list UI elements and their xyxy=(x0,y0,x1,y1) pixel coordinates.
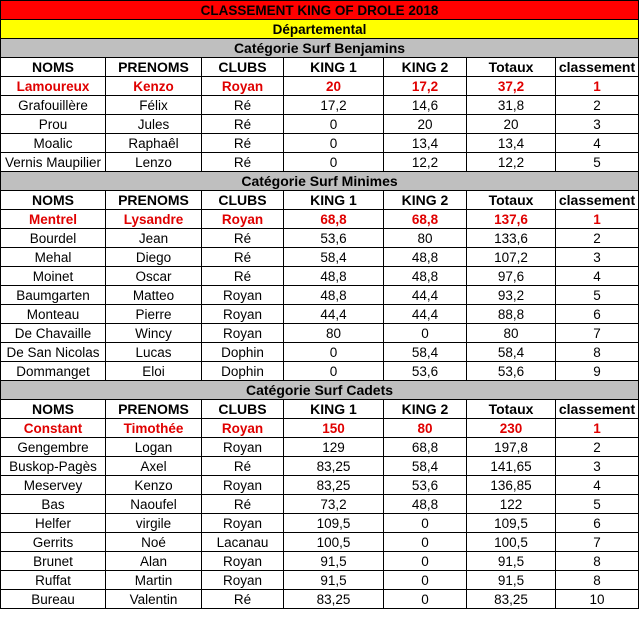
cell-nom: Constant xyxy=(1,419,106,438)
table-row xyxy=(1,495,639,514)
cell-king2: 58,4 xyxy=(384,343,467,362)
category-title: Catégorie Surf Cadets xyxy=(1,381,639,400)
cell-king1: 48,8 xyxy=(284,286,384,305)
cell-prenom: Noé xyxy=(106,533,202,552)
column-header-club: CLUBS xyxy=(202,191,284,210)
cell-king2: 12,2 xyxy=(384,153,467,172)
table-row xyxy=(1,286,639,305)
cell-king1: 68,8 xyxy=(284,210,384,229)
subtitle-row xyxy=(1,20,639,39)
cell-prenom: Pierre xyxy=(106,305,202,324)
cell-prenom: Raphaêl xyxy=(106,134,202,153)
column-header-king1: KING 1 xyxy=(284,58,384,77)
category-title: Catégorie Surf Minimes xyxy=(1,172,639,191)
cell-prenom: Martin xyxy=(106,571,202,590)
cell-prenom: Alan xyxy=(106,552,202,571)
table-row xyxy=(1,590,639,609)
cell-king2: 48,8 xyxy=(384,248,467,267)
cell-nom: De San Nicolas xyxy=(1,343,106,362)
table-row xyxy=(1,514,639,533)
cell-classement: 5 xyxy=(556,495,639,514)
cell-classement: 6 xyxy=(556,305,639,324)
cell-prenom: Lysandre xyxy=(106,210,202,229)
cell-club: Royan xyxy=(202,476,284,495)
cell-nom: Grafouillère xyxy=(1,96,106,115)
cell-prenom: Axel xyxy=(106,457,202,476)
cell-nom: Gerrits xyxy=(1,533,106,552)
cell-king1: 80 xyxy=(284,324,384,343)
ranking-table-body xyxy=(1,1,639,609)
cell-king2: 80 xyxy=(384,229,467,248)
cell-nom: Dommanget xyxy=(1,362,106,381)
cell-total: 133,6 xyxy=(467,229,556,248)
cell-nom: Helfer xyxy=(1,514,106,533)
cell-nom: Prou xyxy=(1,115,106,134)
cell-king2: 48,8 xyxy=(384,495,467,514)
cell-club: Ré xyxy=(202,229,284,248)
cell-total: 37,2 xyxy=(467,77,556,96)
cell-king2: 58,4 xyxy=(384,457,467,476)
cell-club: Dophin xyxy=(202,343,284,362)
table-row xyxy=(1,571,639,590)
cell-king1: 0 xyxy=(284,153,384,172)
cell-king2: 53,6 xyxy=(384,476,467,495)
table-row xyxy=(1,134,639,153)
column-header-king1: KING 1 xyxy=(284,191,384,210)
table-row xyxy=(1,267,639,286)
cell-king1: 48,8 xyxy=(284,267,384,286)
cell-club: Ré xyxy=(202,153,284,172)
cell-classement: 10 xyxy=(556,590,639,609)
cell-club: Royan xyxy=(202,324,284,343)
cell-king2: 20 xyxy=(384,115,467,134)
cell-club: Ré xyxy=(202,134,284,153)
cell-classement: 9 xyxy=(556,362,639,381)
winner-row xyxy=(1,419,639,438)
cell-king2: 53,6 xyxy=(384,362,467,381)
column-header-nom: NOMS xyxy=(1,400,106,419)
cell-king1: 73,2 xyxy=(284,495,384,514)
cell-classement: 7 xyxy=(556,324,639,343)
column-header-club: CLUBS xyxy=(202,400,284,419)
column-header-classement: classement xyxy=(556,58,639,77)
cell-club: Royan xyxy=(202,571,284,590)
cell-king2: 0 xyxy=(384,514,467,533)
cell-king1: 20 xyxy=(284,77,384,96)
column-header-total: Totaux xyxy=(467,58,556,77)
cell-classement: 6 xyxy=(556,514,639,533)
cell-nom: Monteau xyxy=(1,305,106,324)
cell-club: Royan xyxy=(202,305,284,324)
cell-king2: 0 xyxy=(384,324,467,343)
cell-classement: 1 xyxy=(556,419,639,438)
cell-classement: 8 xyxy=(556,571,639,590)
table-row xyxy=(1,476,639,495)
cell-prenom: Logan xyxy=(106,438,202,457)
cell-club: Royan xyxy=(202,438,284,457)
cell-nom: Buskop-Pagès xyxy=(1,457,106,476)
cell-total: 109,5 xyxy=(467,514,556,533)
cell-nom: Bourdel xyxy=(1,229,106,248)
title-row xyxy=(1,1,639,20)
cell-total: 136,85 xyxy=(467,476,556,495)
page-title: CLASSEMENT KING OF DROLE 2018 xyxy=(1,1,639,20)
cell-total: 97,6 xyxy=(467,267,556,286)
cell-nom: De Chavaille xyxy=(1,324,106,343)
cell-king1: 83,25 xyxy=(284,476,384,495)
cell-king1: 53,6 xyxy=(284,229,384,248)
cell-king1: 129 xyxy=(284,438,384,457)
cell-classement: 1 xyxy=(556,77,639,96)
cell-total: 58,4 xyxy=(467,343,556,362)
cell-club: Royan xyxy=(202,514,284,533)
header-row xyxy=(1,400,639,419)
cell-king1: 0 xyxy=(284,362,384,381)
page-subtitle: Départemental xyxy=(1,20,639,39)
cell-classement: 4 xyxy=(556,476,639,495)
cell-king2: 14,6 xyxy=(384,96,467,115)
table-row xyxy=(1,533,639,552)
cell-classement: 8 xyxy=(556,552,639,571)
column-header-nom: NOMS xyxy=(1,191,106,210)
cell-classement: 2 xyxy=(556,438,639,457)
cell-classement: 5 xyxy=(556,153,639,172)
cell-nom: Mentrel xyxy=(1,210,106,229)
cell-prenom: Kenzo xyxy=(106,476,202,495)
cell-nom: Gengembre xyxy=(1,438,106,457)
cell-nom: Mehal xyxy=(1,248,106,267)
category-row xyxy=(1,39,639,58)
cell-nom: Vernis Maupilier xyxy=(1,153,106,172)
winner-row xyxy=(1,77,639,96)
cell-king2: 0 xyxy=(384,533,467,552)
cell-club: Ré xyxy=(202,457,284,476)
cell-club: Dophin xyxy=(202,362,284,381)
cell-total: 12,2 xyxy=(467,153,556,172)
cell-prenom: Timothée xyxy=(106,419,202,438)
column-header-prenom: PRENOMS xyxy=(106,58,202,77)
cell-club: Royan xyxy=(202,286,284,305)
cell-king1: 91,5 xyxy=(284,571,384,590)
table-row xyxy=(1,552,639,571)
cell-total: 53,6 xyxy=(467,362,556,381)
cell-king2: 68,8 xyxy=(384,438,467,457)
cell-king1: 150 xyxy=(284,419,384,438)
cell-classement: 3 xyxy=(556,457,639,476)
cell-king2: 68,8 xyxy=(384,210,467,229)
column-header-king2: KING 2 xyxy=(384,191,467,210)
cell-nom: Meservey xyxy=(1,476,106,495)
cell-nom: Baumgarten xyxy=(1,286,106,305)
cell-king2: 0 xyxy=(384,590,467,609)
cell-king2: 13,4 xyxy=(384,134,467,153)
cell-prenom: Valentin xyxy=(106,590,202,609)
table-row xyxy=(1,362,639,381)
cell-king2: 17,2 xyxy=(384,77,467,96)
cell-classement: 3 xyxy=(556,115,639,134)
cell-prenom: Wincy xyxy=(106,324,202,343)
cell-prenom: Eloi xyxy=(106,362,202,381)
cell-club: Ré xyxy=(202,267,284,286)
cell-total: 88,8 xyxy=(467,305,556,324)
cell-prenom: Lenzo xyxy=(106,153,202,172)
cell-total: 100,5 xyxy=(467,533,556,552)
cell-club: Ré xyxy=(202,248,284,267)
cell-total: 83,25 xyxy=(467,590,556,609)
column-header-classement: classement xyxy=(556,191,639,210)
table-row xyxy=(1,324,639,343)
cell-nom: Brunet xyxy=(1,552,106,571)
cell-king1: 0 xyxy=(284,343,384,362)
cell-prenom: Félix xyxy=(106,96,202,115)
cell-total: 13,4 xyxy=(467,134,556,153)
cell-classement: 7 xyxy=(556,533,639,552)
cell-club: Ré xyxy=(202,590,284,609)
column-header-club: CLUBS xyxy=(202,58,284,77)
cell-club: Ré xyxy=(202,96,284,115)
cell-prenom: Lucas xyxy=(106,343,202,362)
column-header-prenom: PRENOMS xyxy=(106,191,202,210)
cell-king1: 100,5 xyxy=(284,533,384,552)
cell-total: 80 xyxy=(467,324,556,343)
cell-prenom: Jules xyxy=(106,115,202,134)
cell-king2: 44,4 xyxy=(384,286,467,305)
cell-classement: 1 xyxy=(556,210,639,229)
cell-nom: Moalic xyxy=(1,134,106,153)
cell-classement: 4 xyxy=(556,134,639,153)
cell-club: Royan xyxy=(202,419,284,438)
cell-prenom: Matteo xyxy=(106,286,202,305)
cell-classement: 2 xyxy=(556,96,639,115)
column-header-king1: KING 1 xyxy=(284,400,384,419)
cell-classement: 3 xyxy=(556,248,639,267)
cell-prenom: virgile xyxy=(106,514,202,533)
column-header-prenom: PRENOMS xyxy=(106,400,202,419)
cell-classement: 2 xyxy=(556,229,639,248)
cell-club: Ré xyxy=(202,495,284,514)
cell-nom: Ruffat xyxy=(1,571,106,590)
table-row xyxy=(1,153,639,172)
cell-classement: 5 xyxy=(556,286,639,305)
cell-classement: 8 xyxy=(556,343,639,362)
cell-prenom: Kenzo xyxy=(106,77,202,96)
column-header-king2: KING 2 xyxy=(384,58,467,77)
table-row xyxy=(1,343,639,362)
cell-king2: 44,4 xyxy=(384,305,467,324)
column-header-classement: classement xyxy=(556,400,639,419)
cell-prenom: Oscar xyxy=(106,267,202,286)
winner-row xyxy=(1,210,639,229)
cell-club: Ré xyxy=(202,115,284,134)
cell-club: Royan xyxy=(202,210,284,229)
cell-nom: Moinet xyxy=(1,267,106,286)
cell-total: 122 xyxy=(467,495,556,514)
category-row xyxy=(1,381,639,400)
cell-king1: 44,4 xyxy=(284,305,384,324)
table-row xyxy=(1,115,639,134)
cell-total: 230 xyxy=(467,419,556,438)
cell-total: 91,5 xyxy=(467,552,556,571)
cell-prenom: Jean xyxy=(106,229,202,248)
cell-total: 93,2 xyxy=(467,286,556,305)
cell-total: 137,6 xyxy=(467,210,556,229)
cell-king1: 91,5 xyxy=(284,552,384,571)
cell-nom: Bas xyxy=(1,495,106,514)
cell-king1: 0 xyxy=(284,115,384,134)
cell-nom: Lamoureux xyxy=(1,77,106,96)
header-row xyxy=(1,58,639,77)
table-row xyxy=(1,96,639,115)
cell-king1: 83,25 xyxy=(284,590,384,609)
column-header-total: Totaux xyxy=(467,400,556,419)
cell-king1: 0 xyxy=(284,134,384,153)
cell-total: 91,5 xyxy=(467,571,556,590)
cell-club: Lacanau xyxy=(202,533,284,552)
table-row xyxy=(1,248,639,267)
table-row xyxy=(1,229,639,248)
cell-king2: 48,8 xyxy=(384,267,467,286)
cell-king2: 80 xyxy=(384,419,467,438)
table-row xyxy=(1,457,639,476)
cell-total: 31,8 xyxy=(467,96,556,115)
table-row xyxy=(1,305,639,324)
table-row xyxy=(1,438,639,457)
cell-club: Royan xyxy=(202,552,284,571)
header-row xyxy=(1,191,639,210)
cell-king1: 83,25 xyxy=(284,457,384,476)
column-header-total: Totaux xyxy=(467,191,556,210)
column-header-king2: KING 2 xyxy=(384,400,467,419)
cell-classement: 4 xyxy=(556,267,639,286)
cell-king2: 0 xyxy=(384,571,467,590)
cell-total: 20 xyxy=(467,115,556,134)
category-title: Catégorie Surf Benjamins xyxy=(1,39,639,58)
cell-prenom: Diego xyxy=(106,248,202,267)
cell-club: Royan xyxy=(202,77,284,96)
cell-king1: 109,5 xyxy=(284,514,384,533)
cell-king1: 58,4 xyxy=(284,248,384,267)
cell-nom: Bureau xyxy=(1,590,106,609)
cell-king2: 0 xyxy=(384,552,467,571)
category-row xyxy=(1,172,639,191)
cell-king1: 17,2 xyxy=(284,96,384,115)
cell-prenom: Naoufel xyxy=(106,495,202,514)
cell-total: 197,8 xyxy=(467,438,556,457)
cell-total: 107,2 xyxy=(467,248,556,267)
column-header-nom: NOMS xyxy=(1,58,106,77)
cell-total: 141,65 xyxy=(467,457,556,476)
